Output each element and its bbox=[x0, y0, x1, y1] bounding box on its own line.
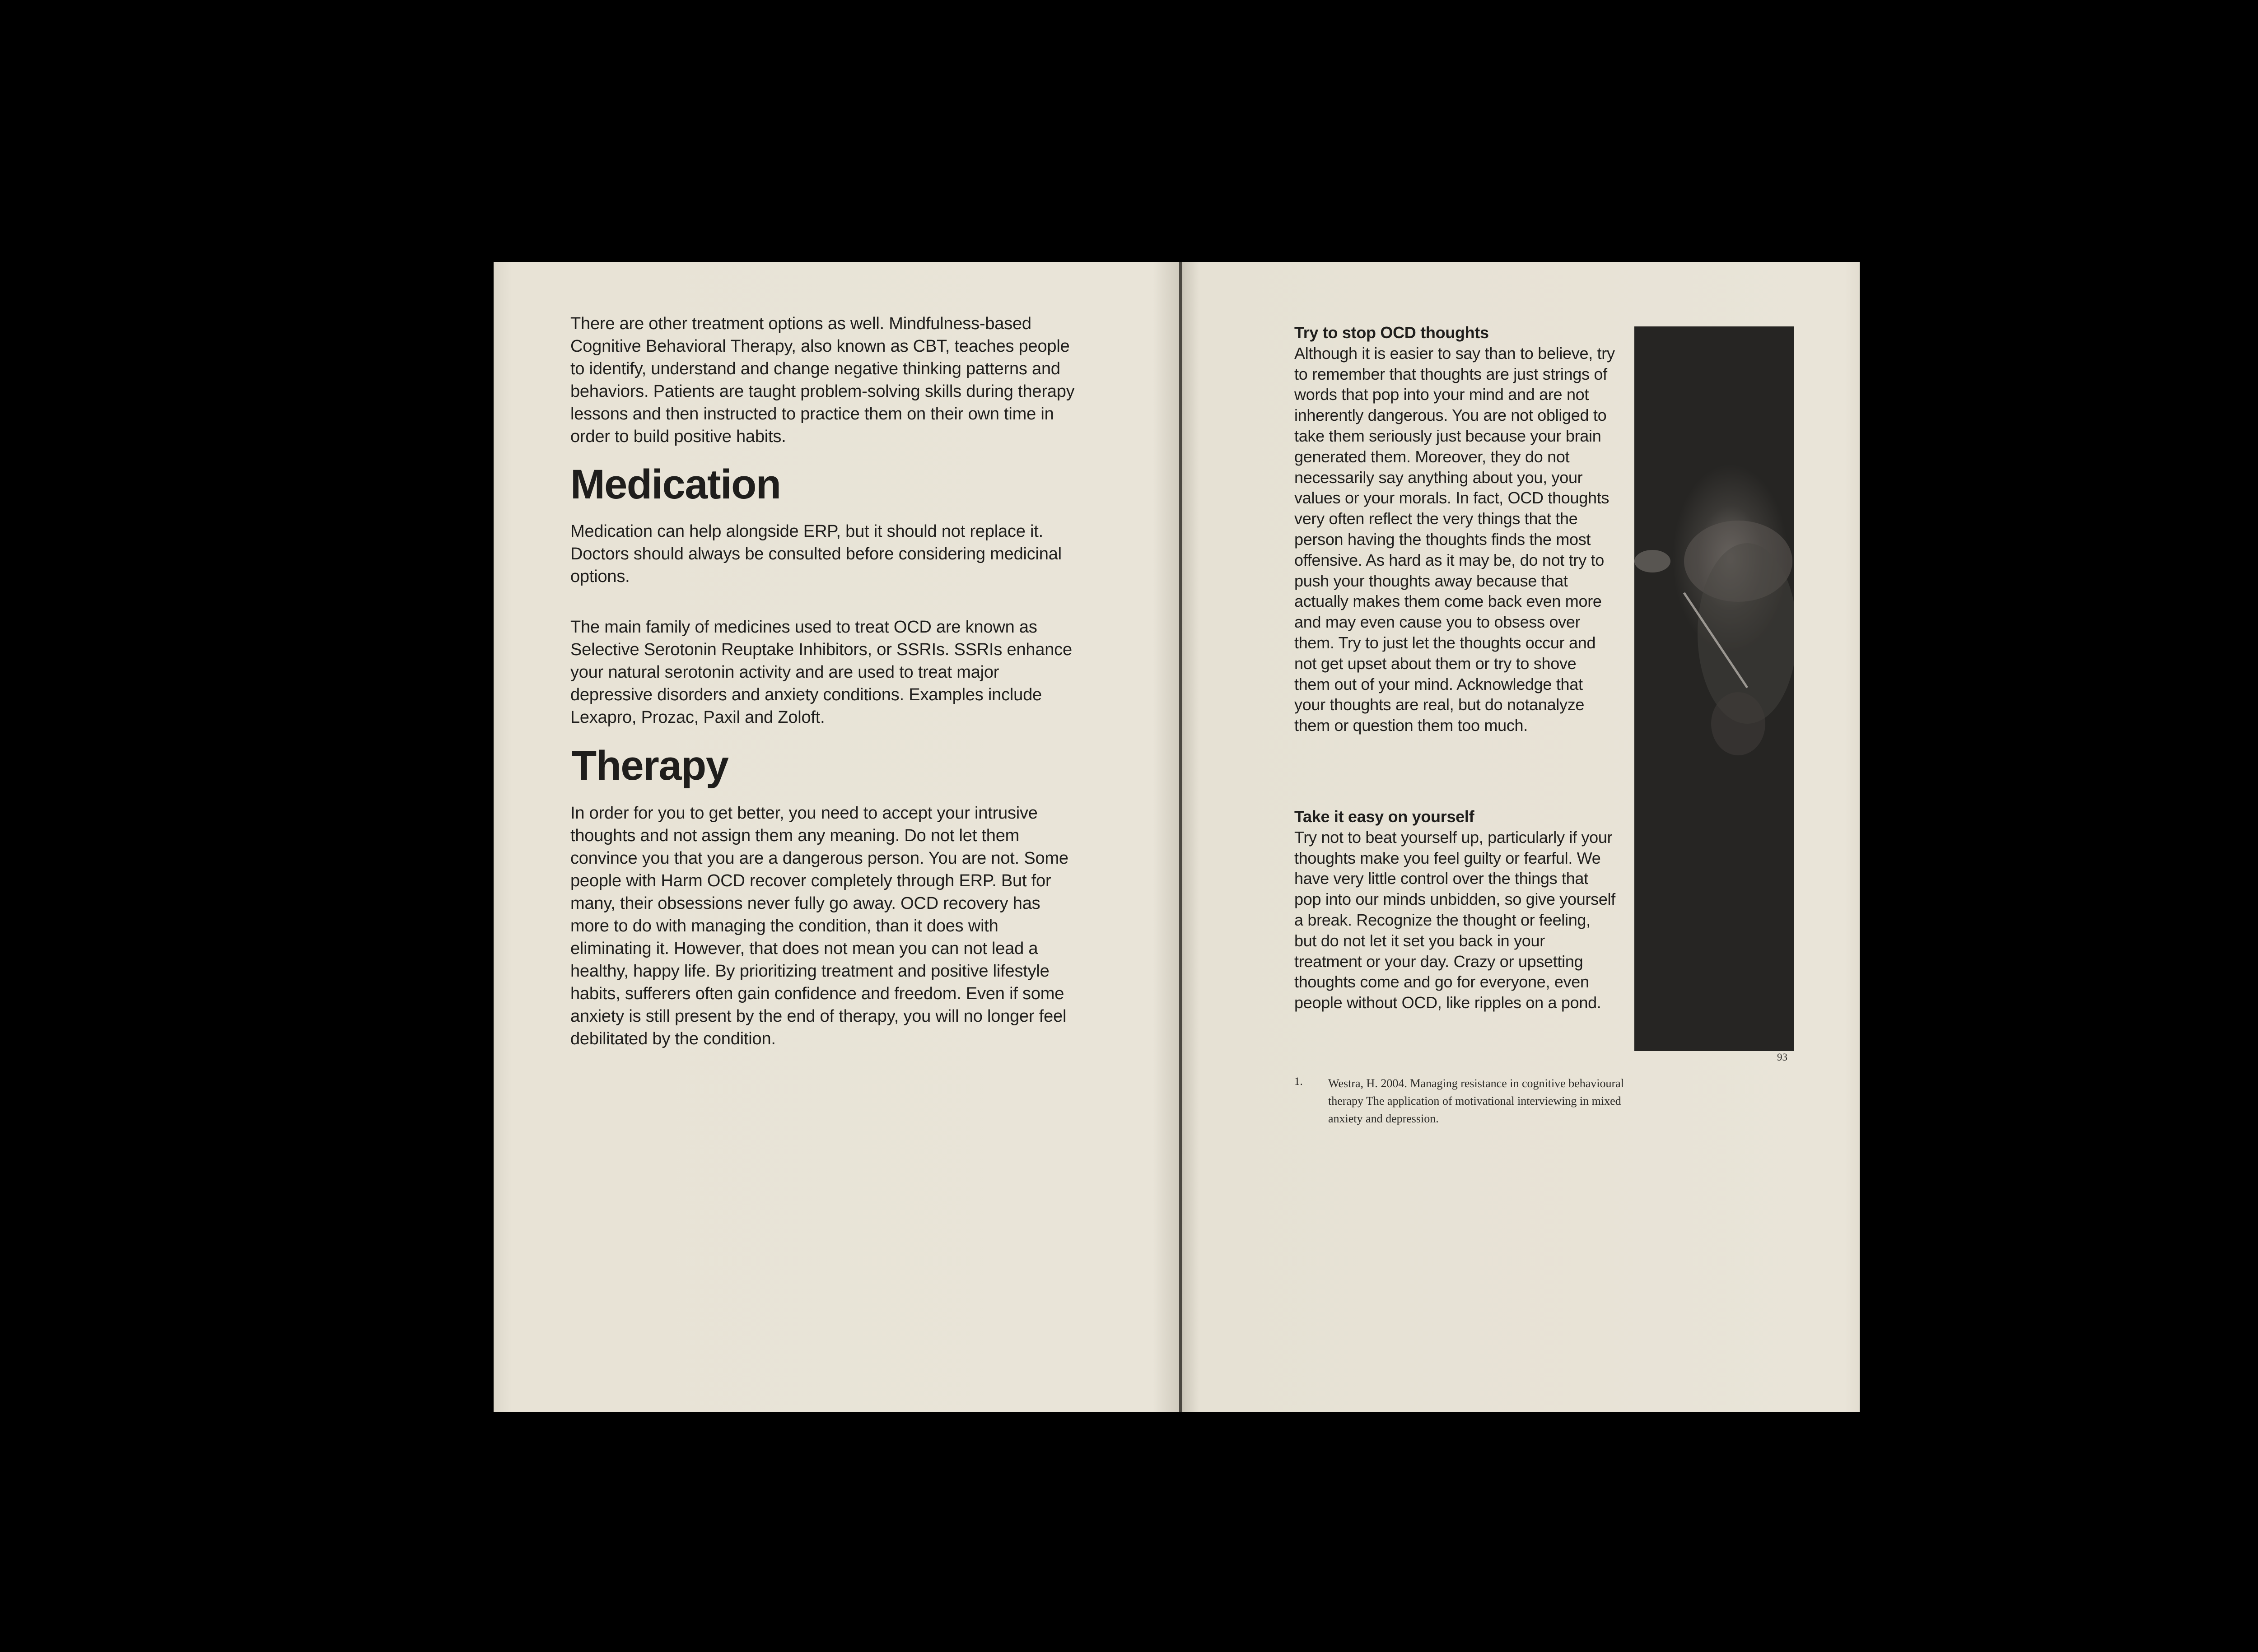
therapy-paragraph: In order for you to get better, you need to accept your intrusive thoughts and not assign them any meaning. Do not let them convince you that you are a dangerous person. You are not. Some people with Harm OCD recover completely through ERP. But for many, their obsessions never fully go away. OCD recovery has more to do with managing the condition, than it does with eliminating it. However, that does not mean you can not lead a healthy, happy life. By prioritizing treatment and positive lifestyle habits, sufferers often gain confidence and freedom. Even if some anxiety is still present by the end of therapy, you will no longer feel debilitated by the condition. bbox=[570, 804, 1068, 1048]
open-booklet-spread bbox=[494, 262, 1860, 1412]
section-2-title: Take it easy on yourself bbox=[1294, 807, 1474, 826]
dark-photograph bbox=[1634, 326, 1794, 1051]
center-gutter bbox=[1179, 262, 1182, 1412]
medication-heading: Medication bbox=[570, 461, 781, 507]
therapy-heading: Therapy bbox=[571, 743, 728, 789]
footnote-text: Westra, H. 2004. Managing resistance in cognitive behavioural therapy The application of motivational interviewing in mixed anxiety and depression. bbox=[1328, 1077, 1624, 1125]
page-number: 93 bbox=[1777, 1052, 1787, 1063]
footnote-number: 1. bbox=[1294, 1075, 1303, 1088]
medication-paragraph-2: The main family of medicines used to treat OCD are known as Selective Serotonin Reuptake Inhibitors, or SSRIs. SSRIs enhance your natural serotonin activity and are used to treat major depressive disorders and anxiety conditions. Examples include Lexapro, Prozac, Paxil and Zoloft. bbox=[570, 618, 1072, 727]
section-1-title: Try to stop OCD thoughts bbox=[1294, 323, 1489, 342]
intro-paragraph: There are other treatment options as well. Mindfulness-based Cognitive Behavioral Therapy, also known as CBT, teaches people to identify, understand and change negative thinking patterns and behaviors. Patients are taught problem-solving skills during therapy lessons and then instructed to practice them on their own time in order to build positive habits. bbox=[570, 314, 1075, 446]
section-try-to-stop bbox=[1294, 322, 1616, 736]
section-1-body: Although it is easier to say than to believe, try to remember that thoughts are just strings of words that pop into your mind and are not inherently dangerous. You are not obliged to take them seriously just because your brain generated them. Moreover, they do not necessarily say anything about you, your values or your morals. In fact, OCD thoughts very often reflect the very things that the person having the thoughts finds the most offensive. As hard as it may be, do not try to push your thoughts away because that actually makes them come back even more and may even cause you to obsess over them. Try to just let the thoughts occur and not get upset about them or try to shove them out of your mind. Acknowledge that your thoughts are real, but do notanalyze them or question them too much. bbox=[1294, 344, 1615, 735]
left-page bbox=[494, 262, 1181, 1412]
section-take-it-easy bbox=[1294, 806, 1616, 1013]
medication-paragraph-1: Medication can help alongside ERP, but it should not replace it. Doctors should always be consulted before considering medicinal options. bbox=[570, 522, 1062, 586]
section-2-body: Try not to beat yourself up, particularly if your thoughts make you feel guilty or fearful. We have very little control over the things that pop into our minds unbidden, so give yourself a break. Recognize the thought or feeling, but do not let it set you back in your treatment or your day. Crazy or upsetting thoughts come and go for everyone, even people without OCD, like ripples on a pond. bbox=[1294, 828, 1615, 1012]
